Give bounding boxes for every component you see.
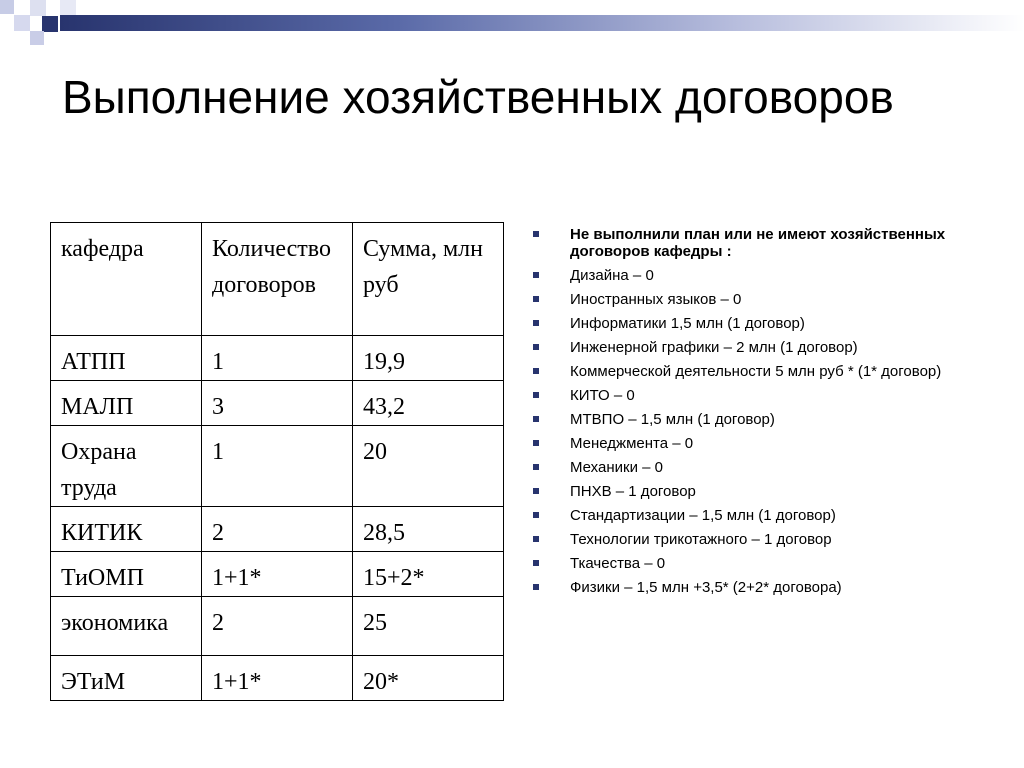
departments-list [533,226,1003,603]
table-cell: экономика [51,597,202,656]
list-item: Технологии трикотажного – 1 договор [533,531,1003,548]
table-row [51,597,504,656]
decor-square [30,0,46,16]
slide-title: Выполнение хозяйственных договоров [62,71,894,123]
list-item: ПНХВ – 1 договор [533,483,1003,500]
square-bullet-icon [533,296,539,302]
square-bullet-icon [533,320,539,326]
table-cell: 28,5 [353,507,504,552]
table-cell: КИТИК [51,507,202,552]
table-row [51,507,504,552]
table-cell: 20* [353,656,504,701]
table-cell: 1 [202,336,353,381]
decor-square [0,0,14,14]
square-bullet-icon [533,488,539,494]
square-bullet-icon [533,368,539,374]
table-header-row [51,223,504,336]
square-bullet-icon [533,584,539,590]
list-item: Информатики 1,5 млн (1 договор) [533,315,1003,332]
list-item: Менеджмента – 0 [533,435,1003,452]
decor-square [14,15,30,31]
table-cell: 19,9 [353,336,504,381]
table-cell: АТПП [51,336,202,381]
table-cell: 3 [202,381,353,426]
table-cell: 20 [353,426,504,507]
square-bullet-icon [533,440,539,446]
table-cell: 2 [202,597,353,656]
table-cell: 15+2* [353,552,504,597]
square-bullet-icon [533,512,539,518]
square-bullet-icon [533,536,539,542]
list-item: Коммерческой деятельности 5 млн руб * (1* договор) [533,363,1003,380]
table-cell: ЭТиМ [51,656,202,701]
table-cell: 1 [202,426,353,507]
list-item: Ткачества – 0 [533,555,1003,572]
list-item: Не выполнили план или не имеют хозяйственных договоров кафедры : [533,226,1003,260]
table-row [51,426,504,507]
table-row [51,656,504,701]
list-item: МТВПО – 1,5 млн (1 договор) [533,411,1003,428]
list-item: КИТО – 0 [533,387,1003,404]
header-cell: Количество договоров [202,223,353,336]
table-cell: ТиОМП [51,552,202,597]
table-cell: Охрана труда [51,426,202,507]
table-cell: 1+1* [202,656,353,701]
table-row [51,381,504,426]
table-cell: 25 [353,597,504,656]
decor-square [42,16,58,32]
header-cell: кафедра [51,223,202,336]
contracts-table [50,222,504,701]
list-item: Физики – 1,5 млн +3,5* (2+2* договора) [533,579,1003,596]
table-cell: МАЛП [51,381,202,426]
square-bullet-icon [533,416,539,422]
table-cell: 2 [202,507,353,552]
table-cell: 1+1* [202,552,353,597]
square-bullet-icon [533,464,539,470]
list-item: Стандартизации – 1,5 млн (1 договор) [533,507,1003,524]
square-bullet-icon [533,560,539,566]
title-decor-bar [60,15,1024,31]
decor-square [30,31,44,45]
table-row [51,336,504,381]
decor-square [60,0,76,16]
list-item: Иностранных языков – 0 [533,291,1003,308]
table-row [51,552,504,597]
square-bullet-icon [533,272,539,278]
table-cell: 43,2 [353,381,504,426]
list-item: Механики – 0 [533,459,1003,476]
square-bullet-icon [533,392,539,398]
square-bullet-icon [533,231,539,237]
list-item: Дизайна – 0 [533,267,1003,284]
square-bullet-icon [533,344,539,350]
header-cell: Сумма, млн руб [353,223,504,336]
list-item: Инженерной графики – 2 млн (1 договор) [533,339,1003,356]
